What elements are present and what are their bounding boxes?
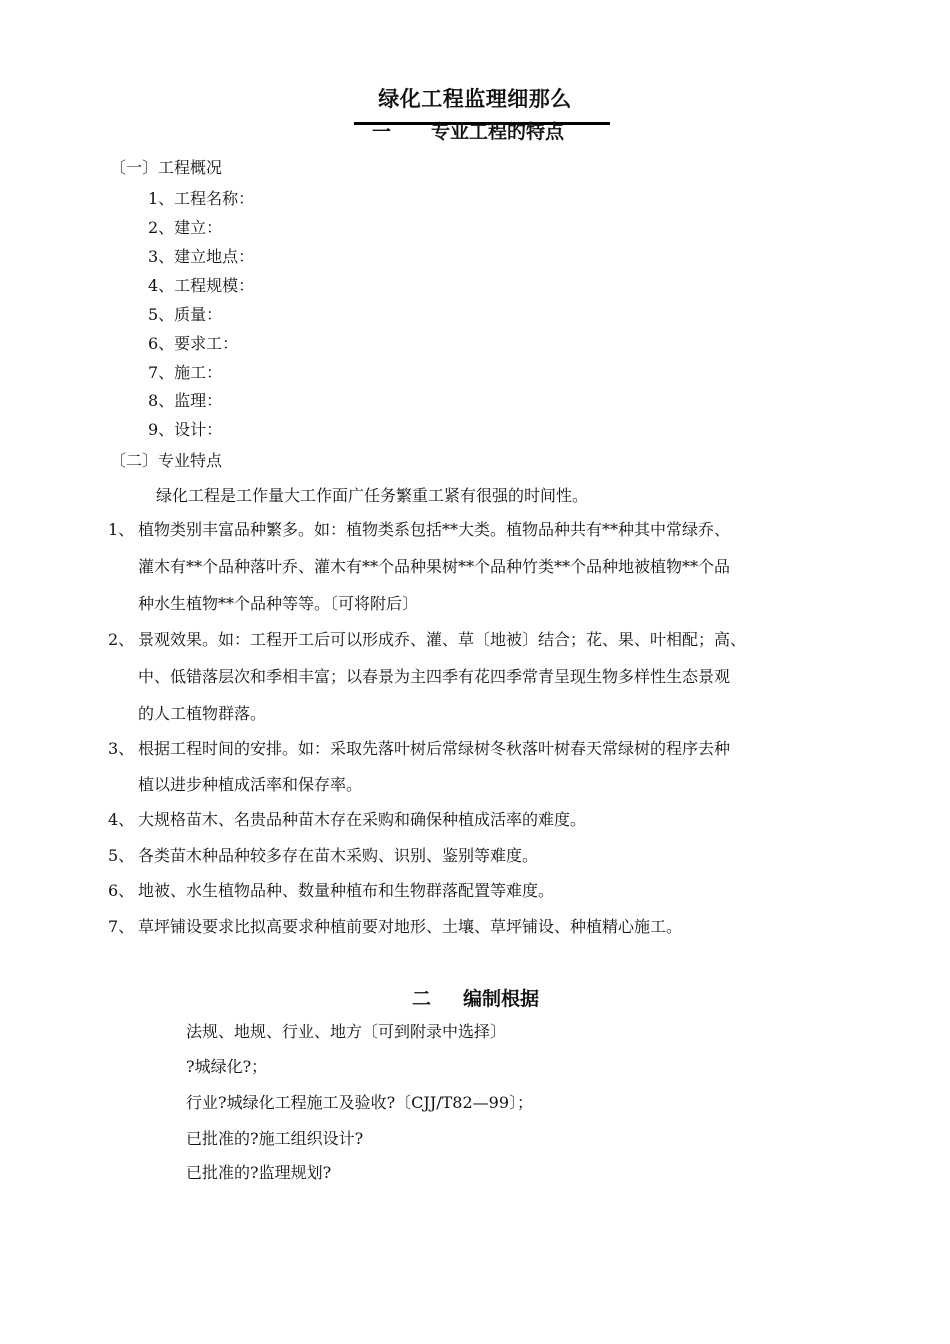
overview-item: 7、施工： xyxy=(148,363,223,382)
basis-line: 已批准的?施工组织设计? xyxy=(186,1129,364,1148)
overview-item: 8、监理： xyxy=(148,391,223,410)
overview-item: 9、设计： xyxy=(148,420,223,439)
basis-line: ?城绿化?； xyxy=(186,1057,268,1076)
point-text-line: 植以进步种植成活率和保存率。 xyxy=(138,775,363,794)
section-1-title: 专业工程的特点 xyxy=(431,121,565,143)
document-title: 绿化工程监理细那么 xyxy=(378,87,572,111)
point-number: 2、 xyxy=(108,630,135,649)
point-number: 7、 xyxy=(108,917,135,936)
overview-item: 1、工程名称： xyxy=(148,189,255,208)
section-2-heading xyxy=(412,984,539,1011)
point-number: 5、 xyxy=(108,846,135,865)
point-text-line: 植物类别丰富品种繁多。如：植物类系包括**大类。植物品种共有**种其中常绿乔、 xyxy=(138,520,731,539)
point-text-line: 地被、水生植物品种、数量种植布和生物群落配置等难度。 xyxy=(138,881,555,900)
point-number: 6、 xyxy=(108,881,135,900)
point-text-line: 中、低错落层次和季相丰富；以春景为主四季有花四季常青呈现生物多样性生态景观 xyxy=(138,667,731,686)
section-2-number: 二 xyxy=(412,988,432,1010)
subsection-2-heading: 〔二〕专业特点 xyxy=(110,451,223,470)
point-number: 3、 xyxy=(108,739,135,758)
overview-item: 4、工程规模： xyxy=(148,276,255,295)
basis-line: 法规、地规、行业、地方〔可到附录中选择〕 xyxy=(186,1022,507,1041)
point-text-line: 景观效果。如：工程开工后可以形成乔、灌、草〔地被〕结合；花、果、叶相配；高、 xyxy=(138,630,747,649)
point-text-line: 种水生植物**个品种等等。〔可将附后〕 xyxy=(138,594,419,613)
point-text-line: 大规格苗木、名贵品种苗木存在采购和确保种植成活率的难度。 xyxy=(138,810,587,829)
point-text-line: 各类苗木种品种较多存在苗木采购、识别、鉴别等难度。 xyxy=(138,846,539,865)
point-text-line: 草坪铺设要求比拟高要求种植前要对地形、土壤、草坪铺设、种植精心施工。 xyxy=(138,917,683,936)
overview-item: 6、要求工： xyxy=(148,334,239,353)
point-number: 4、 xyxy=(108,810,135,829)
subsection-1-heading: 〔一〕工程概况 xyxy=(110,158,223,177)
section-1-heading xyxy=(372,117,564,144)
point-text-line: 的人工植物群落。 xyxy=(138,704,267,723)
subsection-2-intro: 绿化工程是工作量大工作面广任务繁重工紧有很强的时间性。 xyxy=(156,486,589,505)
basis-line: 行业?城绿化工程施工及验收?〔CJJ/T82—99〕； xyxy=(186,1093,534,1112)
overview-item: 2、建立： xyxy=(148,218,223,237)
section-2-title: 编制根据 xyxy=(463,988,540,1010)
point-text-line: 根据工程时间的安排。如：采取先落叶树后常绿树冬秋落叶树春天常绿树的程序去种 xyxy=(138,739,731,758)
basis-line: 已批准的?监理规划? xyxy=(186,1163,332,1182)
section-1-number: 一 xyxy=(372,121,392,143)
point-text-line: 灌木有**个品种落叶乔、灌木有**个品种果树**个品种竹类**个品种地被植物**个品 xyxy=(138,557,731,576)
overview-item: 3、建立地点： xyxy=(148,247,255,266)
point-number: 1、 xyxy=(108,520,135,539)
overview-item: 5、质量： xyxy=(148,305,223,324)
